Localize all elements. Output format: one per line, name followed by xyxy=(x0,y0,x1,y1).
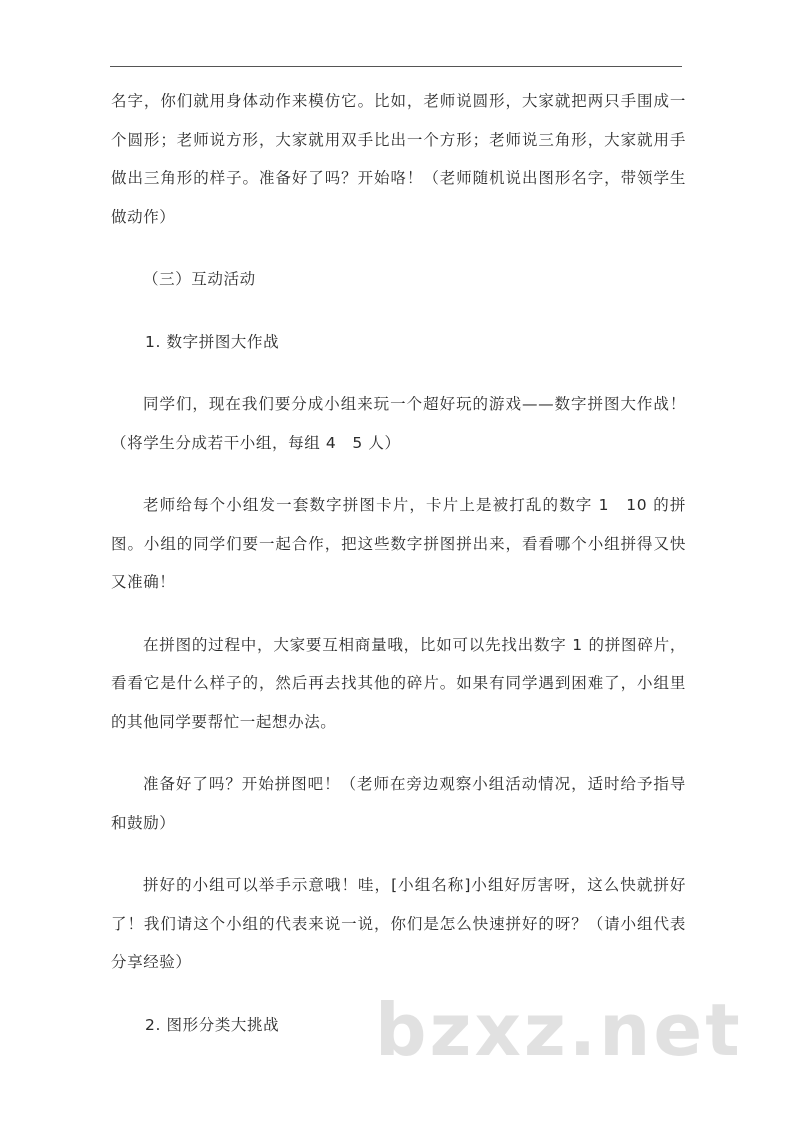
header-divider xyxy=(110,66,682,67)
paragraph: 拼好的小组可以举手示意哦！哇，[小组名称]小组好厉害呀，这么快就拼好了！我们请这个小组的代表来说一说，你们是怎么快速拼好的呀？（请小组代表分享经验） xyxy=(111,876,686,971)
paragraph: 准备好了吗？开始拼图吧！（老师在旁边观察小组活动情况，适时给予指导和鼓励） xyxy=(111,775,686,832)
document-body xyxy=(111,82,686,1068)
subsection-heading: 1. 数字拼图大作战 xyxy=(145,332,280,351)
paragraph-continuation: 名字，你们就用身体动作来模仿它。比如，老师说圆形，大家就把两只手围成一个圆形；老师说方形，大家就用双手比出一个方形；老师说三角形，大家就用手做出三角形的样子。准备好了吗？开始咯！（老师随机说出图形名字，带领学生做动作） xyxy=(111,92,686,226)
section-heading: （三）互动活动 xyxy=(143,270,256,288)
paragraph: 老师给每个小组发一套数字拼图卡片，卡片上是被打乱的数字 1 10 的拼图。小组的同学们要一起合作，把这些数字拼图拼出来，看看哪个小组拼得又快又准确！ xyxy=(111,496,686,591)
paragraph: 在拼图的过程中，大家要互相商量哦，比如可以先找出数字 1 的拼图碎片，看看它是什么样子的，然后再去找其他的碎片。如果有同学遇到困难了，小组里的其他同学要帮忙一起想办法。 xyxy=(111,635,686,731)
watermark-logo: bzxz.net xyxy=(375,988,743,1072)
paragraph: 同学们，现在我们要分成小组来玩一个超好玩的游戏——数字拼图大作战！（将学生分成若干小组，每组 4 5 人） xyxy=(111,395,686,452)
subsection-heading: 2. 图形分类大挑战 xyxy=(145,1015,280,1034)
